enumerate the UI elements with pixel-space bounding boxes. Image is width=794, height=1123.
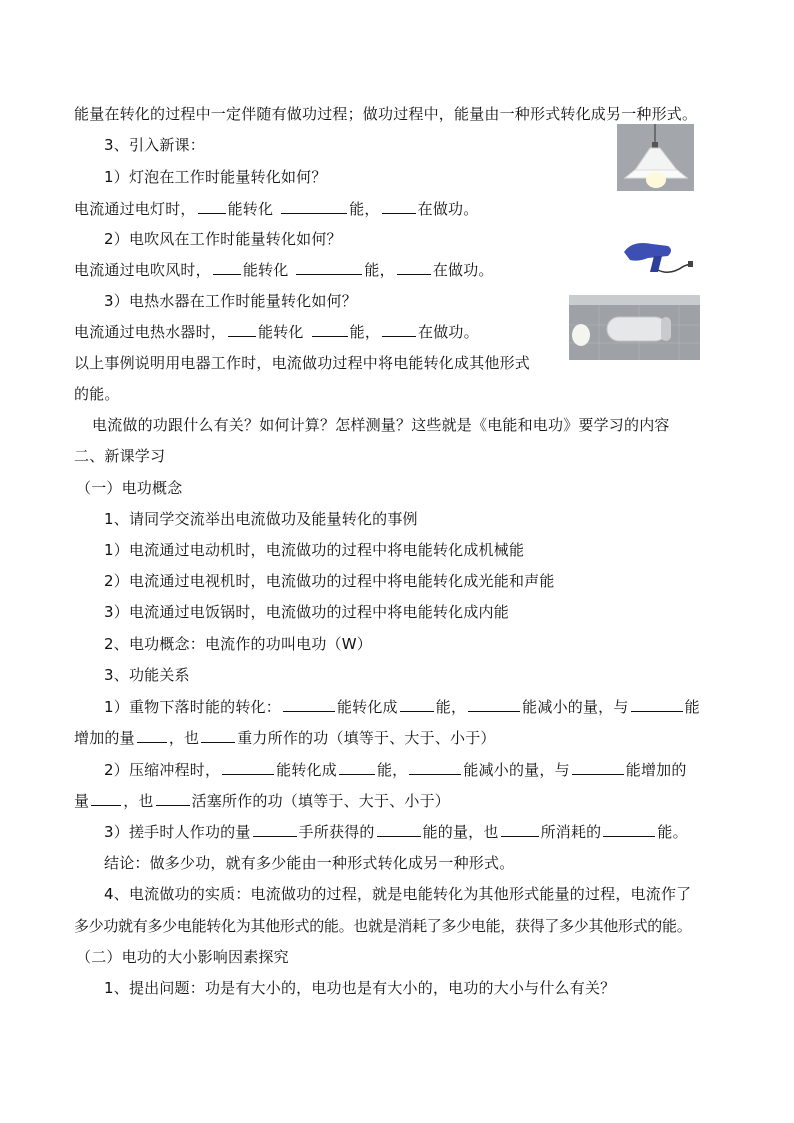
- fill-in-line: 量 ，也 活塞所作的功（填等于、大于、小于）: [74, 792, 451, 810]
- answer-blank[interactable]: [296, 260, 362, 275]
- answer-blank[interactable]: [213, 260, 241, 275]
- answer-blank[interactable]: [468, 697, 520, 712]
- answer-blank[interactable]: [198, 199, 226, 214]
- lamp-photo: [617, 124, 694, 191]
- answer-blank[interactable]: [377, 822, 421, 837]
- answer-blank[interactable]: [397, 260, 431, 275]
- answer-blank[interactable]: [572, 760, 624, 775]
- answer-blank[interactable]: [137, 728, 167, 743]
- answer-blank[interactable]: [382, 322, 416, 337]
- text-line: 结论：做多少功，就有多少能由一种形式转化成另一种形式。: [104, 854, 515, 872]
- answer-blank[interactable]: [91, 791, 121, 806]
- text-line: 3、引入新课：: [104, 136, 205, 154]
- fill-in-line: 3）搓手时人作功的量 手所获得的 能的量，也 所消耗的 能。: [104, 823, 688, 841]
- text-line: 以上事例说明用电器工作时，电流做功过程中将电能转化成其他形式: [74, 354, 531, 372]
- text-line: 4、电流做功的实质：电流做功的过程，就是电能转化为其他形式能量的过程，电流作了: [104, 885, 692, 903]
- subsection-heading: （二）电功的大小影响因素探究: [76, 948, 289, 966]
- text-line: 1）电流通过电动机时，电流做功的过程中将电能转化成机械能: [104, 541, 525, 559]
- text-line: 2）电流通过电视机时，电流做功的过程中将电能转化成光能和声能: [104, 572, 555, 590]
- text-line: 电流做的功跟什么有关？如何计算？怎样测量？这些就是《电能和电功》要学习的内容: [92, 416, 670, 434]
- text-line: 能量在转化的过程中一定伴随有做功过程；做功过程中，能量由一种形式转化成另一种形式。: [74, 105, 698, 123]
- answer-blank[interactable]: [253, 822, 297, 837]
- answer-blank[interactable]: [339, 760, 375, 775]
- answer-blank[interactable]: [631, 697, 683, 712]
- hairdryer-photo: [618, 236, 696, 278]
- subsection-heading: （一）电功概念: [76, 479, 183, 497]
- answer-blank[interactable]: [222, 760, 274, 775]
- fill-in-line: 电流通过电热水器时， 能转化 能， 在做功。: [74, 323, 479, 341]
- answer-blank[interactable]: [281, 199, 347, 214]
- answer-blank[interactable]: [228, 322, 256, 337]
- answer-blank[interactable]: [603, 822, 655, 837]
- fill-in-line: 1）重物下落时能的转化： 能转化成 能， 能减小的量，与 能: [104, 698, 700, 716]
- answer-blank[interactable]: [382, 199, 416, 214]
- text-line: 2）电吹风在工作时能量转化如何？: [104, 230, 342, 248]
- text-line: 多少功就有多少电能转化为其他形式的能。也就是消耗了多少电能，获得了多少其他形式的能。: [74, 917, 692, 935]
- answer-blank[interactable]: [156, 791, 190, 806]
- text-line: 1）灯泡在工作时能量转化如何？: [104, 168, 327, 186]
- answer-blank[interactable]: [409, 760, 461, 775]
- water-heater-photo: [569, 295, 700, 360]
- text-line: 3、功能关系: [104, 666, 190, 684]
- fill-in-line: 增加的量 ，也 重力所作的功（填等于、大于、小于）: [74, 729, 496, 747]
- fill-in-line: 电流通过电灯时， 能转化 能， 在做功。: [74, 200, 479, 218]
- text-line: 2、电功概念：电流作的功叫电功（W）: [104, 635, 372, 653]
- answer-blank[interactable]: [201, 728, 235, 743]
- section-heading: 二、新课学习: [74, 447, 166, 465]
- answer-blank[interactable]: [501, 822, 539, 837]
- text-line: 1、请同学交流举出电流做功及能量转化的事例: [104, 510, 418, 528]
- fill-in-line: 2）压缩冲程时， 能转化成 能， 能减小的量，与 能增加的: [104, 761, 687, 779]
- text-line: 的能。: [74, 385, 120, 403]
- fill-in-line: 电流通过电吹风时， 能转化 能， 在做功。: [74, 261, 494, 279]
- text-line: 1、提出问题：功是有大小的，电功也是有大小的，电功的大小与什么有关？: [104, 979, 616, 997]
- answer-blank[interactable]: [312, 322, 348, 337]
- text-line: 3）电热水器在工作时能量转化如何？: [104, 292, 357, 310]
- text-line: 3）电流通过电饭锅时，电流做功的过程中将电能转化成内能: [104, 603, 509, 621]
- answer-blank[interactable]: [400, 697, 434, 712]
- answer-blank[interactable]: [283, 697, 335, 712]
